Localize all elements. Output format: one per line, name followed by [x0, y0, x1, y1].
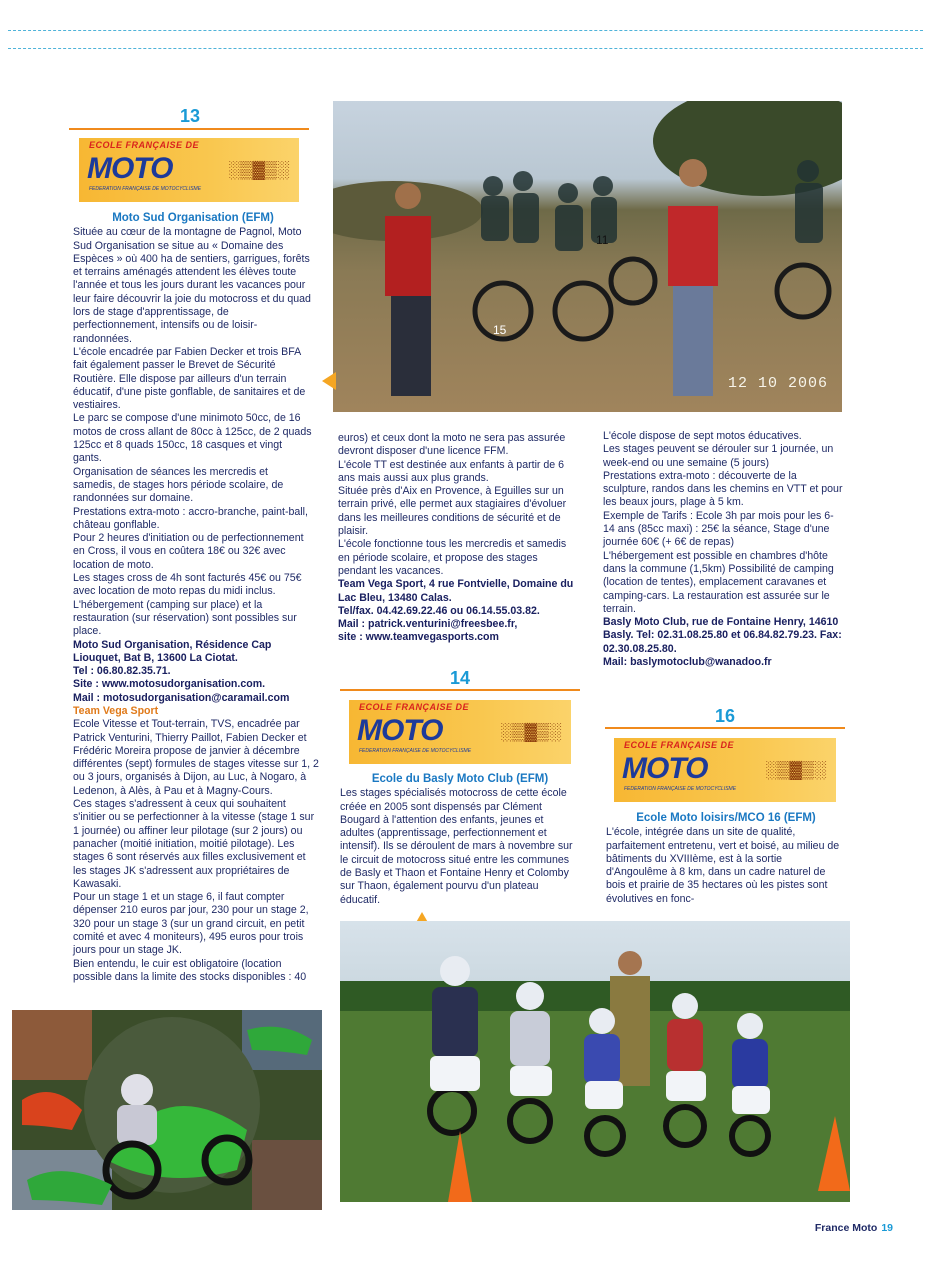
contact-line: Mail : patrick.venturini@freesbee.fr, — [338, 618, 518, 631]
paragraph: Pour 2 heures d'initiation ou de perfectionnement en Cross, il vous en coûtera 18€ ou 32€ avec location de moto. — [73, 532, 304, 571]
paragraph: Pour un stage 1 et un stage 6, il faut compter dépenser 210 euros par jour, 230 pour un stage 2, 320 pour un stage 3 (sur un grand circuit, en petit comité et avec 4 moniteurs), 495 euros pour trois jours pour un stage JK. — [73, 891, 309, 957]
photo-kids-illustration — [340, 921, 850, 1202]
section-number-13: 13 — [179, 106, 201, 126]
photo-riders-group — [333, 101, 842, 412]
article-13 — [73, 212, 313, 705]
photo-collage-illustration — [12, 1010, 322, 1210]
logo-main-text: MOTO — [87, 152, 173, 185]
efm-logo-14 — [349, 700, 571, 764]
logo-silhouettes-icon: ░▒▓▒░ — [228, 160, 289, 179]
contact-line: Moto Sud Organisation, Résidence Cap Liouquet, Bat B, 13600 La Ciotat. — [73, 638, 272, 664]
paragraph: Bien entendu, le cuir est obligatoire (location possible dans la limite des stocks disponibles : 40 — [73, 957, 307, 983]
section-rule-14 — [340, 689, 580, 691]
section-rule-16 — [605, 727, 845, 729]
logo-top-text: ECOLE FRANÇAISE DE — [624, 740, 735, 750]
paragraph: Prestations extra-moto : découverte de la sculpture, randos dans les chemins en VTT et pour les beaux jours, plage à 5 km. — [603, 469, 843, 509]
logo-main-text: MOTO — [622, 752, 708, 785]
section-number-14: 14 — [449, 668, 471, 688]
section-rule-13 — [69, 128, 309, 130]
logo-silhouettes-icon: ░▒▓▒░ — [765, 760, 826, 779]
article-title-13: Moto Sud Organisation (EFM) — [112, 212, 274, 224]
contact-line: Basly Moto Club, rue de Fontaine Henry, 14610 Basly. Tel: 02.31.08.25.80 et 06.84.82.79.23. Fax: 02.30.08.25.80. — [603, 616, 842, 655]
efm-logo-16 — [614, 738, 836, 802]
contact-line: site : www.teamvegasports.com — [338, 631, 499, 644]
paragraph: L'école dispose de sept motos éducatives. — [603, 430, 802, 442]
paragraph: Les stages cross de 4h sont facturés 45€ ou 75€ avec location de moto repas du midi inclus. — [73, 572, 302, 598]
paragraph: L'hébergement (camping sur place) et la restauration (sur réservation) sont possibles sur place. — [73, 598, 297, 638]
contact-line: Team Vega Sport, 4 rue Fontvielle, Domaine du Lac Bleu, 13480 Calas. — [338, 578, 574, 604]
contact-line: Site : www.motosudorganisation.com. — [73, 678, 266, 691]
magazine-name: France Moto — [814, 1222, 878, 1234]
page-number: 19 — [881, 1222, 893, 1234]
paragraph: euros) et ceux dont la moto ne sera pas assurée devront disposer d'une licence FFM. — [338, 432, 566, 458]
paragraph: Ces stages s'adressent à ceux qui souhaitent s'initier ou se perfectionner à la vitesse (stage 1 sur 1 journée) ou affiner leur pilotage (sur 2 jours) ou panacher (moitié initiation, moitié pilotage). Les stages 6 sont réservés aux filles exclusivement et les stages JK s'adressent aux propriétaires de Kawasaki. — [73, 798, 315, 890]
svg-text:11: 11 — [596, 233, 609, 247]
paragraph: Le parc se compose d'une minimoto 50cc, de 16 motos de cross allant de 80cc à 125cc, de 2 quads 125cc et 8 quads 150cc, 18 casques et vingt gants. — [73, 412, 312, 465]
paragraph: L'hébergement est possible en chambres d'hôte dans la commune (1,5km) Possibilité de camping (location de tentes), emplacement caravanes et camping-cars. La restauration est assurée sur le terrain. — [603, 549, 834, 615]
paragraph: L'école TT est destinée aux enfants à partir de 6 ans mais aussi aux plus grands. — [338, 458, 565, 484]
article-14-continued — [603, 430, 843, 669]
contact-line: Tel : 06.80.82.35.71. — [73, 665, 171, 678]
article-16 — [606, 812, 846, 906]
paragraph: Les stages peuvent se dérouler sur 1 journée, un week-end ou une semaine (5 jours) — [603, 443, 834, 469]
paragraph: Prestations extra-moto : accro-branche, paint-ball, château gonflable. — [73, 505, 308, 531]
photo-date-stamp: 12 10 2006 — [727, 375, 828, 392]
paragraph: Ecole Vitesse et Tout-terrain, TVS, encadrée par Patrick Venturini, Thierry Paillot, Fabien Decker et Frédéric Moreira propose de janvier à décembre différentes (sept) formules de stages vitesse sur 1, 2 ou 3 jours, organisés à Dijon, au Luc, à Nogaro, à Ledenon, à Alès, à Pau et à Magny-Cours. — [73, 718, 319, 797]
paragraph: Organisation de séances les mercredis et samedis, de stages hors période scolaire, de randonnées sur domaine. — [73, 465, 284, 505]
logo-bottom-text: FEDERATION FRANÇAISE DE MOTOCYCLISME — [359, 748, 472, 754]
article-title-16: Ecole Moto loisirs/MCO 16 (EFM) — [636, 812, 816, 824]
paragraph: Située près d'Aix en Provence, à Eguilles sur un terrain privé, elle permet aux stagiaires d'évoluer dans les meilleures conditions de sécurité et de plaisir. — [338, 485, 567, 538]
article-team-vega-continued — [338, 432, 578, 645]
contact-line: Tel/fax. 04.42.69.22.46 ou 06.14.55.03.82. — [338, 604, 540, 617]
paragraph: Exemple de Tarifs : Ecole 3h par mois pour les 6-14 ans (85cc maxi) : 25€ la séance, Stage d'une journée 60€ (+ 6€ de repas) — [603, 509, 834, 549]
section-number-16: 16 — [714, 706, 736, 726]
photo-kids-riders — [340, 921, 850, 1202]
contact-line: Mail : motosudorganisation@caramail.com — [73, 691, 290, 704]
top-dashed-line — [8, 30, 923, 31]
efm-logo-13 — [79, 138, 299, 202]
paragraph: Située au cœur de la montagne de Pagnol, Moto Sud Organisation se situe au « Domaine des Espèces » où 400 ha de sentiers, garrigues, forêts et terrains aménagés attendent les élèves toute l'année et tous les jours durant les vacances pour leur faire découvrir la joie du motocross et du quad lors de stage d'apprentissage, de perfectionnement, intensifs ou de loisir-randonnées. — [73, 226, 311, 345]
paragraph: L'école fonctionne tous les mercredis et samedis en période scolaire, et propose des stages pendant les vacances. — [338, 538, 567, 577]
svg-text:15: 15 — [493, 323, 507, 337]
top-dashed-line-2 — [8, 48, 923, 49]
paragraph: L'école encadrée par Fabien Decker et trois BFA fait également passer le Brevet de Sécurité Routière. Elle dispose par ailleurs d'un terrain éducatif, d'une piste gonflable, de sanitaires et de vestiaires. — [73, 345, 306, 412]
paragraph: L'école, intégrée dans un site de qualité, parfaitement entretenu, vert et boisé, au milieu de bâtiments du XVIIIème, est à la sortie d'Angoulême à 8 km, dans un cadre naturel de bois et prairie de 35 hectares où les pistes sont évolutives en fonc- — [606, 826, 840, 905]
contact-line: Mail: baslymotoclub@wanadoo.fr — [603, 656, 772, 669]
article-14 — [340, 773, 580, 907]
logo-bottom-text: FEDERATION FRANÇAISE DE MOTOCYCLISME — [89, 186, 202, 192]
logo-main-text: MOTO — [357, 714, 443, 747]
logo-silhouettes-icon: ░▒▓▒░ — [500, 722, 561, 741]
article-title-14: Ecole du Basly Moto Club (EFM) — [371, 773, 549, 785]
logo-top-text: ECOLE FRANÇAISE DE — [359, 702, 470, 712]
article-team-vega — [73, 705, 319, 984]
photo-circuit-collage — [12, 1010, 322, 1210]
arrow-left-icon — [322, 372, 336, 390]
paragraph: Les stages spécialisés motocross de cette école créée en 2005 sont dispensés par Clément Bougard à l'attention des enfants, jeunes et adultes (apprentissage, perfectionnement et intensif). Ils se déroulent de mars à novembre sur le circuit de motocross situé entre les communes de Basly et Thaon et Fontaine Henry et Colomby sur Thaon, également pourvu d'un plateau éducatif. — [340, 787, 573, 906]
logo-bottom-text: FEDERATION FRANÇAISE DE MOTOCYCLISME — [624, 786, 737, 792]
logo-top-text: ECOLE FRANÇAISE DE — [89, 140, 200, 150]
page-footer — [815, 1222, 893, 1234]
photo-riders-illustration — [333, 101, 842, 412]
article-title-team-vega: Team Vega Sport — [73, 705, 159, 717]
